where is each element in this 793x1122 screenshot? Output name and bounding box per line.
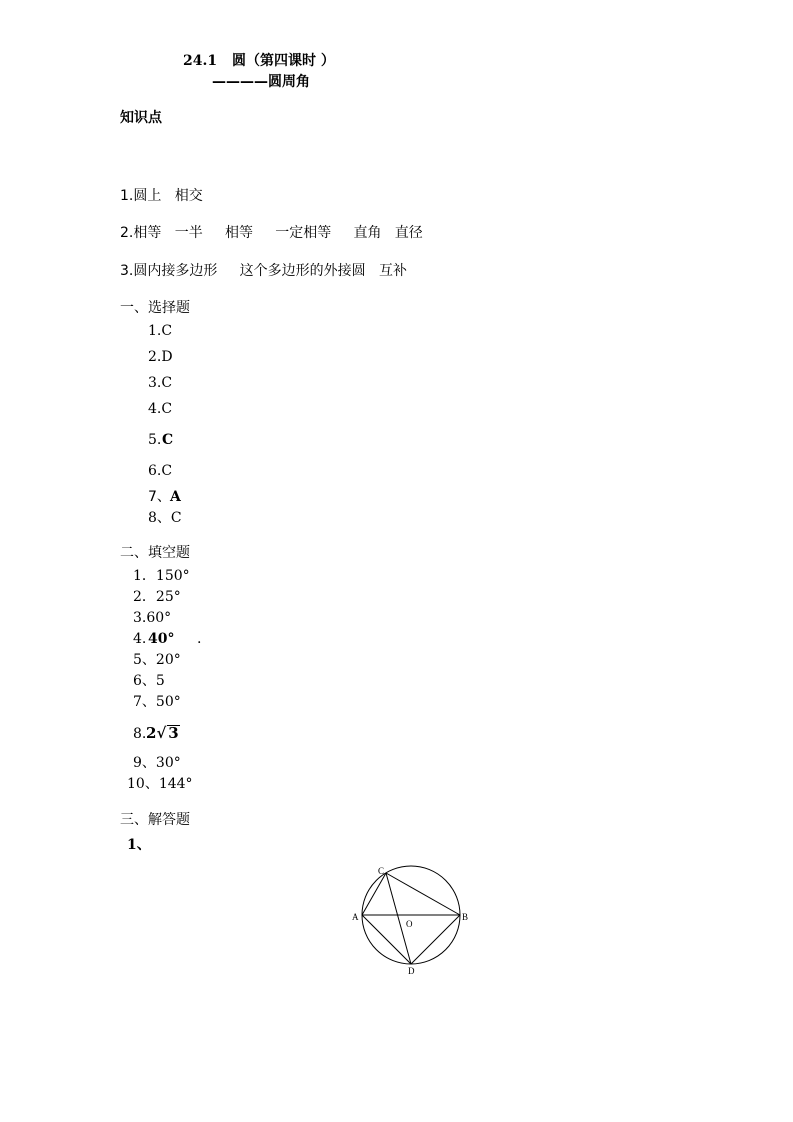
knowledge-item: 2.相等 一半 相等 一定相等 直角 直径 [120,225,423,241]
title-text: 圆（第四课时 ） [232,53,335,69]
fill-heading: 二、填空题 [120,545,190,561]
choice-answer: 1.C [148,323,173,339]
fill-answer: 8. [133,726,147,742]
fill-answer: 1．150° [133,568,190,584]
title-number: 24.1 [183,53,218,69]
sqrt-radicand: 3 [168,724,179,742]
sqrt-coefficient: 2 [146,724,157,742]
chord-ad [362,915,411,964]
choice-answer-bold: A [170,489,181,505]
chord-db [411,915,460,964]
chord-cb [386,873,460,915]
label-d: D [408,966,415,976]
fill-answer: 3.60° [133,610,172,626]
fill-answer-sqrt [146,724,180,742]
chord-ca [362,873,386,915]
knowledge-item: 1.圆上 相交 [120,188,203,204]
fill-answer: 5、20° [133,652,181,668]
solve-heading: 三、解答题 [120,812,190,828]
radical-sign: √ [156,724,167,742]
fill-answer: 6、5 [133,673,165,689]
knowledge-item: 3.圆内接多边形 这个多边形的外接圆 互补 [120,263,407,279]
fill-answer: 9、30° [133,755,181,771]
label-b: B [462,912,469,922]
label-a: A [352,912,359,922]
knowledge-heading: 知识点 [120,110,162,126]
label-c: C [378,866,385,876]
stray-dot: . [197,631,202,647]
fill-answer: 4. [133,631,147,647]
solve-question-number: 1、 [127,837,151,853]
choice-answer: 7、 [148,489,171,505]
choice-answer: 4.C [148,401,173,417]
choice-answer: 2.D [148,349,173,365]
fill-answer: 7、50° [133,694,181,710]
choice-answer: 3.C [148,375,173,391]
fill-answer-bold: 40° [148,631,175,647]
fill-answer: 10、144° [127,776,193,792]
choice-answer-bold: C [162,432,174,448]
choice-heading: 一、选择题 [120,300,190,316]
choice-answer: 8、C [148,510,182,526]
fill-answer: 2．25° [133,589,181,605]
choice-answer: 5. [148,432,162,448]
label-o: O [406,919,413,929]
subtitle: ————圆周角 [212,74,310,90]
circle-diagram [340,860,480,980]
choice-answer: 6.C [148,463,173,479]
